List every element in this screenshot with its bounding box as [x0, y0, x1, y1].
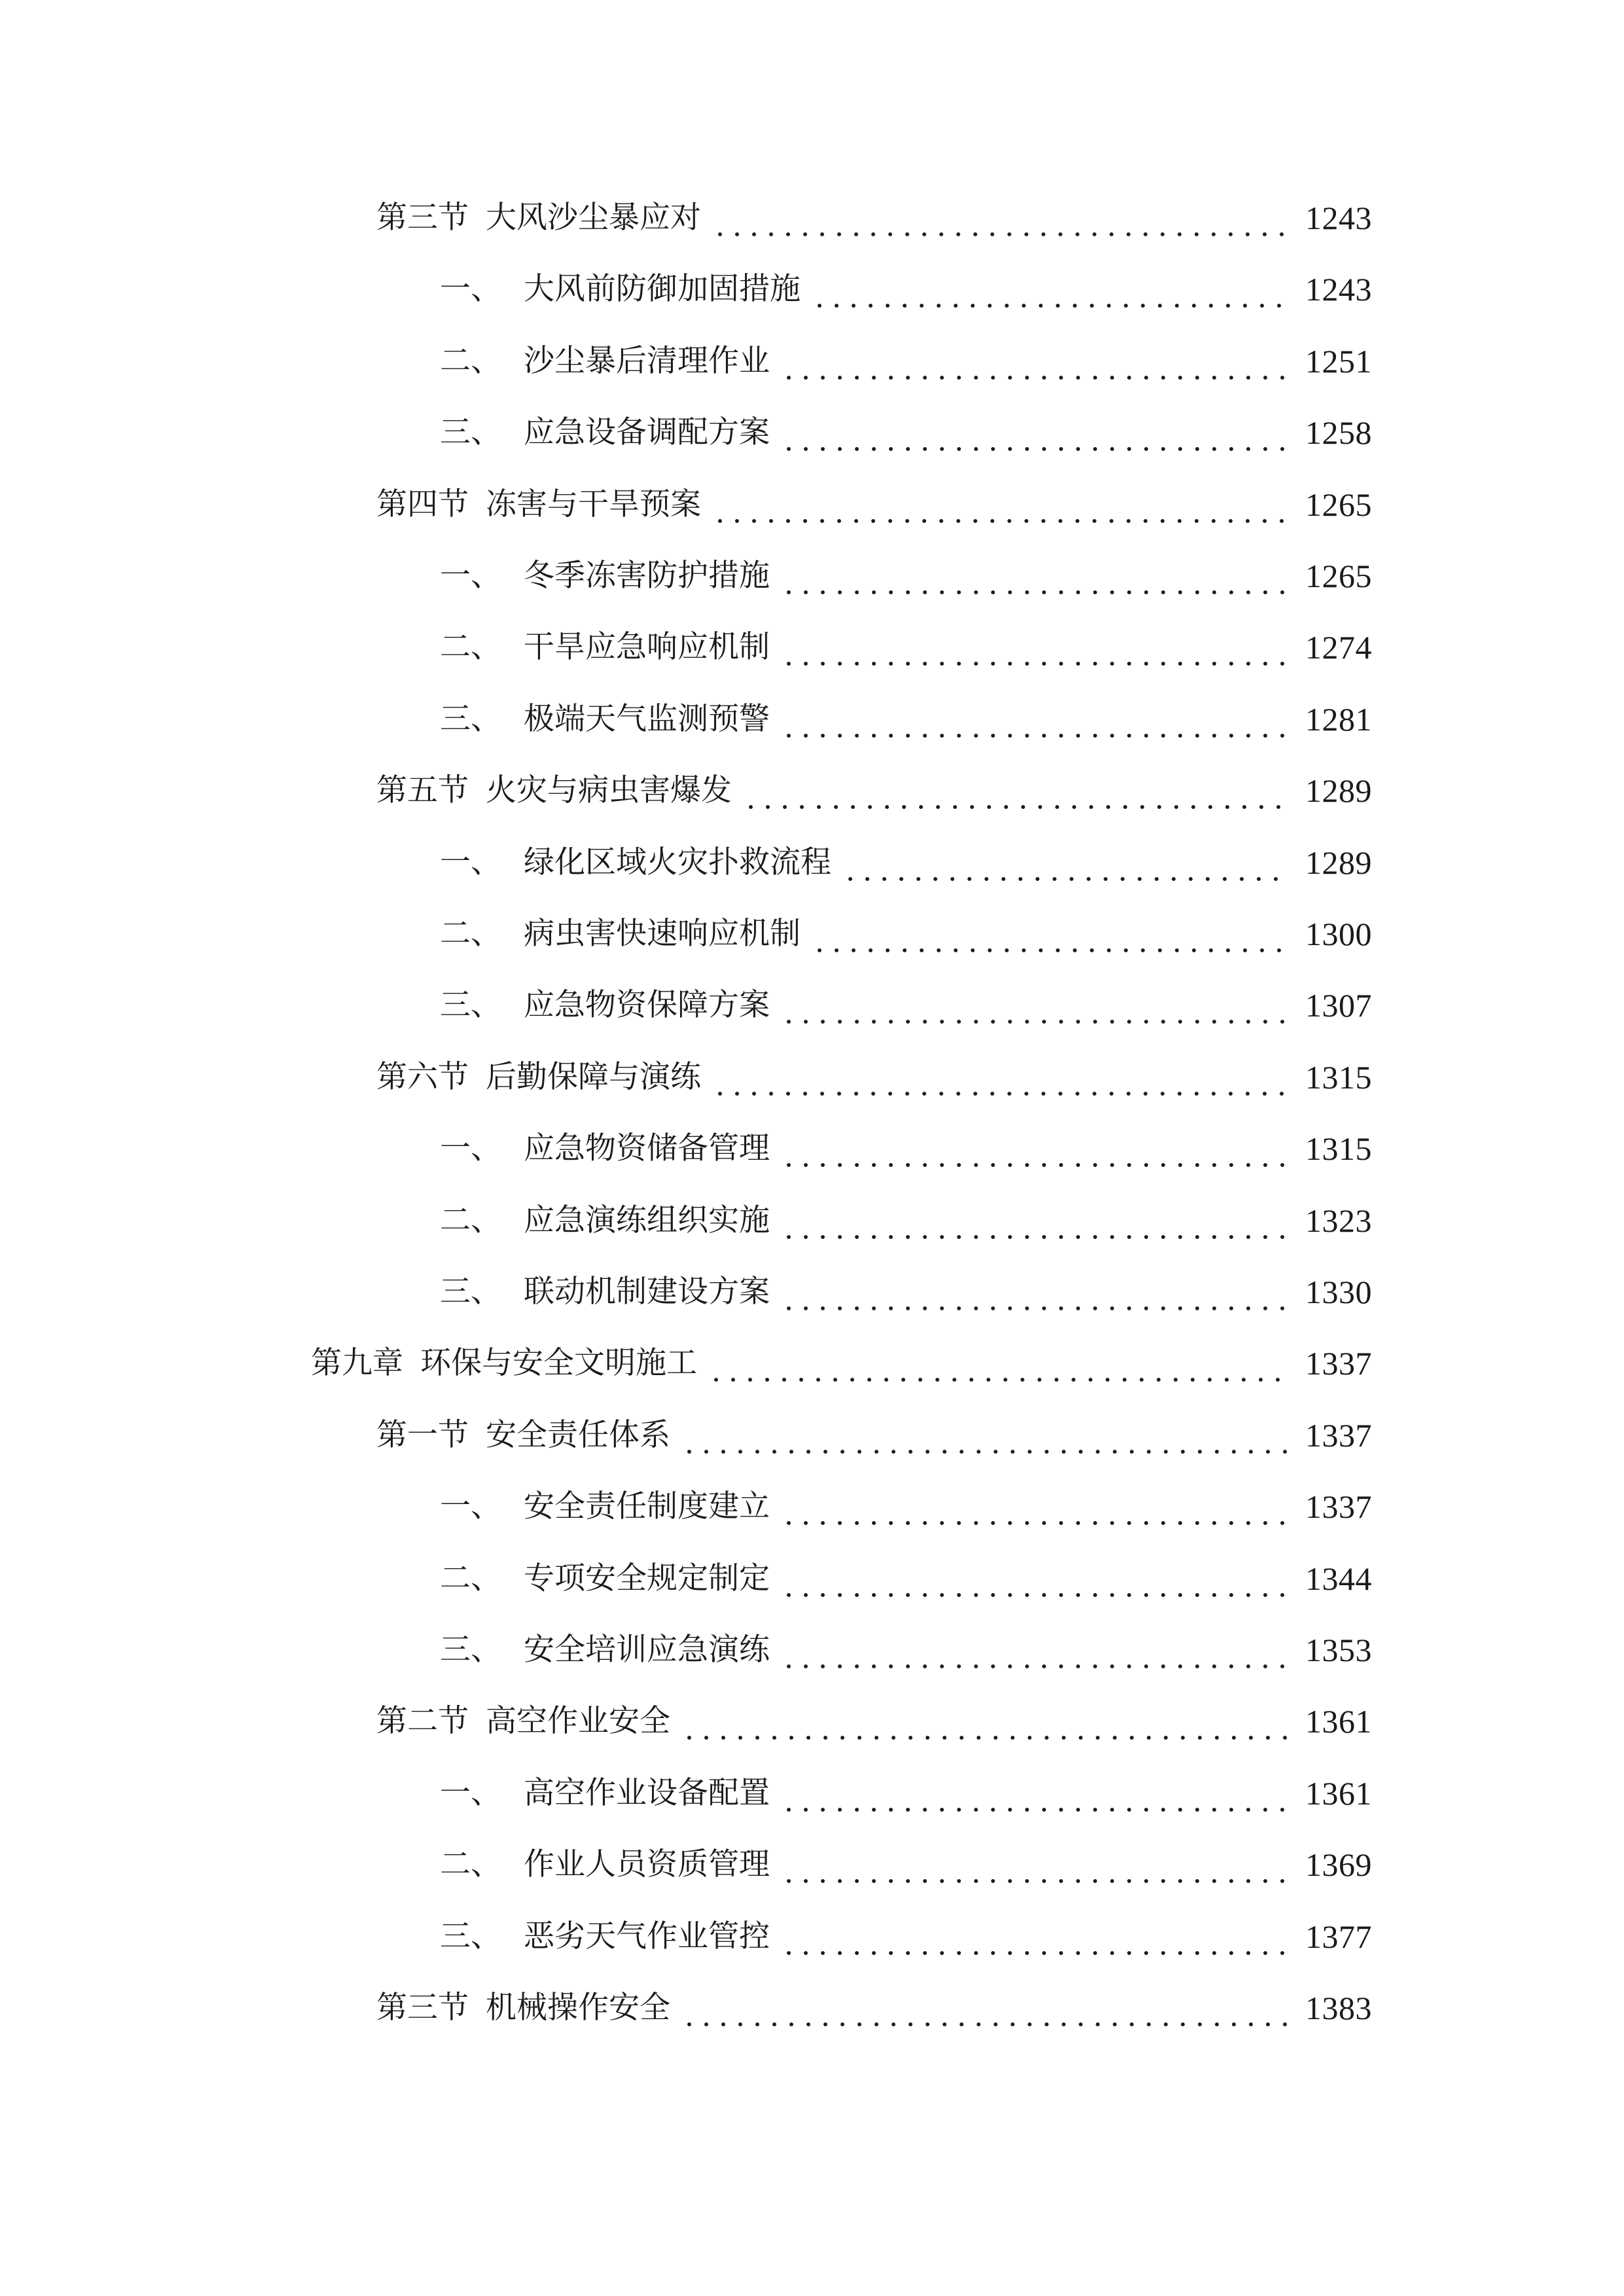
toc-entry-number: 二、 [440, 343, 501, 379]
toc-entry-page-number: 1369 [1305, 1846, 1372, 1883]
toc-entry-page-number: 1289 [1305, 844, 1372, 881]
dot-leader [681, 1695, 1291, 1748]
toc-entry-label [440, 263, 801, 315]
toc-entry-title: 干旱应急响应机制 [524, 629, 770, 665]
dot-leader [780, 693, 1291, 745]
toc-entry[interactable] [440, 1839, 1372, 1891]
toc-entry-number: 一、 [440, 1130, 501, 1166]
toc-entry[interactable] [376, 1982, 1372, 2034]
toc-entry-title: 极端天气监测预警 [524, 701, 770, 737]
toc-entry[interactable] [440, 836, 1372, 889]
toc-entry-number: 二、 [440, 1560, 501, 1596]
toc-entry[interactable] [440, 1552, 1372, 1605]
toc-entry[interactable] [440, 1194, 1372, 1247]
toc-entry-page-number: 1353 [1305, 1632, 1372, 1668]
toc-entry[interactable] [376, 478, 1372, 531]
toc-entry[interactable] [440, 979, 1372, 1031]
toc-entry-title: 火灾与病虫害爆发 [486, 772, 732, 808]
toc-entry-number: 第一节 [376, 1417, 469, 1453]
toc-entry-label [440, 1624, 770, 1676]
toc-entry-title: 安全培训应急演练 [524, 1632, 770, 1668]
toc-entry[interactable] [440, 1910, 1372, 1963]
toc-entry-page-number: 1243 [1305, 200, 1372, 236]
toc-entry-label [440, 1910, 770, 1963]
toc-entry-number: 二、 [440, 1846, 501, 1882]
toc-entry-number: 三、 [440, 414, 501, 450]
toc-entry-label [440, 836, 831, 889]
toc-entry-title: 冬季冻害防护措施 [524, 558, 770, 594]
toc-entry-page-number: 1274 [1305, 629, 1372, 666]
toc-entry-label [440, 621, 770, 673]
toc-entry-label [440, 693, 770, 745]
toc-entry-page-number: 1337 [1305, 1345, 1372, 1382]
toc-entry-label [440, 550, 770, 602]
toc-entry-label [376, 1409, 670, 1462]
toc-entry-number: 第四节 [376, 486, 469, 522]
toc-entry-number: 一、 [440, 558, 501, 594]
dot-leader [811, 263, 1291, 315]
toc-entry-page-number: 1251 [1305, 343, 1372, 380]
toc-entry-page-number: 1315 [1305, 1059, 1372, 1096]
toc-entry-title: 高空作业设备配置 [524, 1775, 770, 1811]
toc-entry-number: 第三节 [376, 200, 469, 236]
toc-entry-page-number: 1265 [1305, 486, 1372, 523]
toc-entry-number: 第二节 [376, 1703, 469, 1739]
toc-entry-label [440, 1480, 770, 1533]
dot-leader [780, 1910, 1291, 1963]
dot-leader [712, 1051, 1291, 1103]
toc-entry[interactable] [440, 1480, 1372, 1533]
dot-leader [712, 478, 1291, 531]
dot-leader [708, 1337, 1291, 1390]
toc-entry-page-number: 1243 [1305, 271, 1372, 308]
dot-leader [780, 1122, 1291, 1175]
dot-leader [742, 764, 1291, 817]
toc-entry-page-number: 1307 [1305, 987, 1372, 1024]
toc-entry-title: 应急物资保障方案 [524, 987, 770, 1023]
toc-entry-page-number: 1337 [1305, 1488, 1372, 1525]
toc-entry-label [311, 1337, 697, 1390]
toc-entry-label [376, 478, 701, 531]
dot-leader [780, 1194, 1291, 1247]
toc-entry[interactable] [440, 908, 1372, 960]
toc-entry-label [440, 1266, 770, 1318]
toc-entry-title: 联动机制建设方案 [524, 1274, 770, 1310]
dot-leader [681, 1982, 1291, 2034]
toc-entry-title: 机械操作安全 [486, 1990, 670, 2026]
toc-entry-number: 一、 [440, 844, 501, 880]
toc-entry[interactable] [376, 1695, 1372, 1748]
toc-entry[interactable] [440, 621, 1372, 673]
toc-entry-label [376, 1051, 701, 1103]
toc-entry[interactable] [311, 1337, 1372, 1390]
toc-entry-page-number: 1265 [1305, 558, 1372, 594]
toc-entry[interactable] [376, 764, 1372, 817]
toc-entry-title: 作业人员资质管理 [524, 1846, 770, 1882]
dot-leader [780, 1266, 1291, 1318]
toc-entry[interactable] [376, 1409, 1372, 1462]
toc-entry-page-number: 1315 [1305, 1130, 1372, 1167]
toc-entry-number: 第五节 [376, 772, 469, 808]
toc-entry-page-number: 1361 [1305, 1775, 1372, 1812]
toc-entry-number: 一、 [440, 1488, 501, 1524]
dot-leader [780, 1480, 1291, 1533]
toc-entry-title: 应急演练组织实施 [524, 1202, 770, 1238]
dot-leader [780, 406, 1291, 459]
toc-entry-title: 绿化区域火灾扑救流程 [524, 844, 831, 880]
toc-entry-number: 二、 [440, 1202, 501, 1238]
toc-entry-page-number: 1258 [1305, 414, 1372, 451]
toc-entry-label [440, 979, 770, 1031]
toc-entry-label [376, 1695, 670, 1748]
toc-entry-label [440, 1839, 770, 1891]
toc-entry-page-number: 1300 [1305, 916, 1372, 952]
dot-leader [712, 192, 1291, 244]
toc-entry-number: 第九章 [311, 1345, 403, 1381]
dot-leader [842, 836, 1291, 889]
toc-entry-title: 应急设备调配方案 [524, 414, 770, 450]
toc-entry-title: 应急物资储备管理 [524, 1130, 770, 1166]
toc-entry-number: 三、 [440, 1918, 501, 1954]
dot-leader [780, 979, 1291, 1031]
toc-entry-page-number: 1323 [1305, 1202, 1372, 1239]
toc-entry-number: 一、 [440, 271, 501, 307]
toc-entry-label [440, 1552, 770, 1605]
toc-entry-number: 第六节 [376, 1059, 469, 1095]
dot-leader [780, 550, 1291, 602]
toc-entry-number: 一、 [440, 1775, 501, 1811]
toc-entry[interactable] [440, 1122, 1372, 1175]
toc-entry[interactable] [376, 192, 1372, 244]
toc-entry-page-number: 1361 [1305, 1703, 1372, 1740]
dot-leader [780, 1552, 1291, 1605]
toc-entry-label [440, 1194, 770, 1247]
toc-entry-title: 高空作业安全 [486, 1703, 670, 1739]
toc-entry-label [440, 1767, 770, 1820]
toc-entry[interactable] [440, 406, 1372, 459]
toc-entry-page-number: 1337 [1305, 1417, 1372, 1454]
toc-entry-label [440, 1122, 770, 1175]
toc-entry[interactable] [440, 1767, 1372, 1820]
toc-entry-title: 病虫害快速响应机制 [524, 916, 801, 952]
toc-entry-label [440, 406, 770, 459]
toc-entry-title: 专项安全规定制定 [524, 1560, 770, 1596]
toc-entry[interactable] [376, 1051, 1372, 1103]
toc-entry-title: 大风前防御加固措施 [524, 271, 801, 307]
toc-entry-title: 沙尘暴后清理作业 [524, 343, 770, 379]
toc-entry-number: 三、 [440, 987, 501, 1023]
dot-leader [780, 1624, 1291, 1676]
toc-entry-number: 三、 [440, 1274, 501, 1310]
dot-leader [780, 1767, 1291, 1820]
toc-entry-page-number: 1330 [1305, 1274, 1372, 1310]
toc-entry-title: 后勤保障与演练 [486, 1059, 701, 1095]
toc-entry-number: 三、 [440, 1632, 501, 1668]
toc-entry-title: 环保与安全文明施工 [420, 1345, 697, 1381]
toc-entry-page-number: 1377 [1305, 1918, 1372, 1955]
toc-entry-number: 二、 [440, 629, 501, 665]
toc-entry[interactable] [440, 550, 1372, 602]
toc-entry-page-number: 1281 [1305, 701, 1372, 738]
toc-entry[interactable] [440, 1624, 1372, 1676]
toc-entry-number: 二、 [440, 916, 501, 952]
toc-entry-page-number: 1289 [1305, 772, 1372, 809]
toc-entry-label [440, 908, 801, 960]
toc-entry-page-number: 1344 [1305, 1560, 1372, 1597]
dot-leader [780, 335, 1291, 387]
toc-entry-label [440, 335, 770, 387]
dot-leader [780, 621, 1291, 673]
toc-entry-label [376, 1982, 670, 2034]
toc-entry-label [376, 764, 732, 817]
toc-entry-label [376, 192, 701, 244]
toc-entry[interactable] [440, 1266, 1372, 1318]
toc-entry-number: 三、 [440, 701, 501, 737]
toc-entry-number: 第三节 [376, 1990, 469, 2026]
dot-leader [780, 1839, 1291, 1891]
toc-entry-title: 恶劣天气作业管控 [524, 1918, 770, 1954]
toc-entry[interactable] [440, 335, 1372, 387]
toc-entry-title: 安全责任制度建立 [524, 1488, 770, 1524]
toc-entry-title: 安全责任体系 [486, 1417, 670, 1453]
toc-entry[interactable] [440, 263, 1372, 315]
toc-entry-page-number: 1383 [1305, 1990, 1372, 2026]
toc-entry[interactable] [440, 693, 1372, 745]
toc-entry-title: 冻害与干旱预案 [486, 486, 701, 522]
dot-leader [811, 908, 1291, 960]
toc-entry-title: 大风沙尘暴应对 [486, 200, 701, 236]
dot-leader [681, 1409, 1291, 1462]
